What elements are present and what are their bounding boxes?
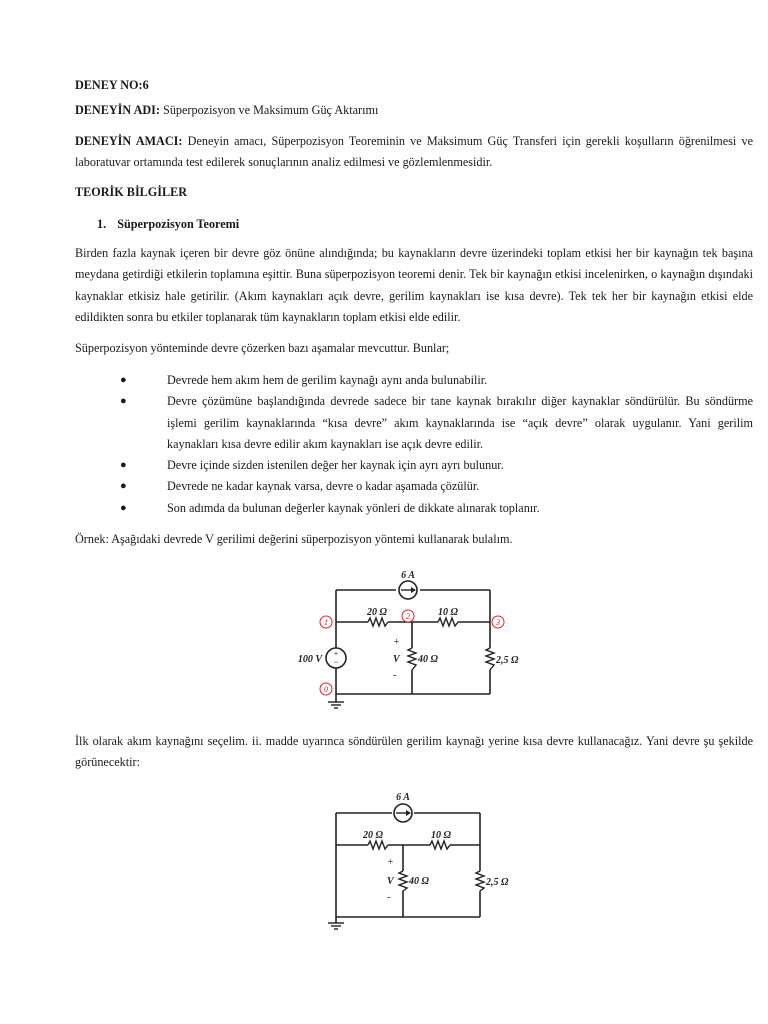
polarity-plus: + xyxy=(387,857,394,868)
resistor-icon xyxy=(408,648,416,670)
list-item xyxy=(120,370,753,391)
resistor-label: 20 Ω xyxy=(367,607,387,618)
resistor-label: 2,5 Ω xyxy=(486,877,509,888)
svg-text:−: − xyxy=(333,657,339,667)
voltage-label: V xyxy=(387,876,394,887)
list-item xyxy=(120,498,753,519)
intro-paragraph: Birden fazla kaynak içeren bir devre göz önüne alındığında; bu kaynakların devre üzerindeki toplam etkisi her bir kaynağın tek başına meydana getirdiği etkilerin toplamına eşittir. Buna süperpozisyon teoremi denir. Tek bir kaynağın etkisi incelenirken, o kaynağın dışındaki kaynaklar etkisiz hale getirilir. (Akım kaynakları açık devre, gerilim kaynakları ise kısa devre). Tek tek her bir kaynağın etkisi elde edildikten sonra bu etkiler toplanarak tüm kaynakların toplam etkisi elde edilir. xyxy=(75,246,753,324)
circuit-diagram-2 xyxy=(310,785,540,935)
resistor-icon xyxy=(486,648,494,670)
resistor-icon xyxy=(399,871,407,891)
subsection-title: Süperpozisyon Teoremi xyxy=(117,217,240,231)
current-source-icon xyxy=(399,581,417,599)
stages-intro: Süperpozisyon yönteminde devre çözerken bazı aşamalar mevcuttur. Bunlar; xyxy=(75,341,450,355)
list-item-text: Devrede ne kadar kaynak varsa, devre o kadar aşamada çözülür. xyxy=(167,479,480,494)
experiment-purpose-text: Deneyin amacı, Süperpozisyon Teoreminin ve Maksimum Güç Transferi için gerekli koşulların öğrenilmesi ve laboratuvar ortamında test edilerek sonuçlarının analiz edilmesi ve gözlemlenmesidir. xyxy=(75,134,753,170)
experiment-name-label: DENEYİN ADI: xyxy=(75,103,160,117)
node-label: 2 xyxy=(406,612,410,621)
experiment-name-value: Süperpozisyon ve Maksimum Güç Aktarımı xyxy=(163,103,379,117)
circuit-diagram-1 xyxy=(280,560,540,720)
experiment-purpose xyxy=(75,131,753,174)
step1-paragraph: İlk olarak akım kaynağını seçelim. ii. madde uyarınca söndürülen gerilim kaynağı yerine kısa devre kullanacağız. Yani devre şu şekilde görünecektir: xyxy=(75,734,753,770)
voltage-source-icon xyxy=(326,648,346,668)
resistor-label: 10 Ω xyxy=(431,830,451,841)
resistor-icon xyxy=(368,618,388,626)
section-title: TEORİK BİLGİLER xyxy=(75,185,188,199)
resistor-label: 20 Ω xyxy=(363,830,383,841)
list-item xyxy=(120,455,753,476)
subsection-number: 1. xyxy=(97,217,107,231)
resistor-label: 10 Ω xyxy=(438,607,458,618)
polarity-minus: - xyxy=(387,892,391,903)
resistor-icon xyxy=(368,841,388,849)
ground-icon xyxy=(328,702,344,708)
current-source-label: 6 A xyxy=(401,570,415,581)
node-label: 1 xyxy=(324,618,328,627)
experiment-name xyxy=(75,103,378,118)
list-item-text: Son adımda da bulunan değerler kaynak yönleri de dikkate alınarak toplanır. xyxy=(167,500,540,515)
current-source-label: 6 A xyxy=(396,792,410,803)
voltage-source-label: 100 V xyxy=(297,654,322,665)
subsection-heading xyxy=(97,217,239,232)
experiment-purpose-label: DENEYİN AMACI: xyxy=(75,134,183,148)
voltage-label: V xyxy=(393,654,400,665)
polarity-plus: + xyxy=(393,637,400,648)
resistor-label: 40 Ω xyxy=(409,876,429,887)
list-item xyxy=(120,476,753,497)
node-label: 0 xyxy=(324,685,328,694)
list-item-text: Devre çözümüne başlandığında devrede sadece bir tane kaynak bırakılır diğer kaynaklar söndürülür. Bu söndürme işlemi gerilim kaynaklarında “kısa devre” akım kaynaklarında ise “açık devre” olarak uygulanır. Yani gerilim kaynakları kısa devre edilir akım kaynakları ise açık devre edilir. xyxy=(167,394,753,451)
bullet-icon: ● xyxy=(120,459,127,472)
bullet-icon: ● xyxy=(120,501,127,514)
ground-icon xyxy=(328,923,344,929)
node-label: 3 xyxy=(496,618,500,627)
list-item-text: Devrede hem akım hem de gerilim kaynağı aynı anda bulunabilir. xyxy=(167,373,488,387)
experiment-number: DENEY NO:6 xyxy=(75,78,149,92)
bullet-icon: ● xyxy=(120,395,127,408)
resistor-icon xyxy=(476,871,484,891)
list-item-text: Devre içinde sizden istenilen değer her kaynak için ayrı ayrı bulunur. xyxy=(167,458,504,473)
resistor-label: 40 Ω xyxy=(418,654,438,665)
resistor-icon xyxy=(438,618,458,626)
polarity-minus: - xyxy=(393,670,397,681)
example-sentence: Örnek: Aşağıdaki devrede V gerilimi değerini süperpozisyon yöntemi kullanarak bulalım. xyxy=(75,532,513,546)
resistor-label: 2,5 Ω xyxy=(496,655,519,666)
bullet-icon: ● xyxy=(120,480,127,493)
resistor-icon xyxy=(430,841,450,849)
current-source-icon xyxy=(394,804,412,822)
bullet-icon: ● xyxy=(120,374,127,386)
stages-list xyxy=(120,370,753,519)
svg-text:+: + xyxy=(333,649,339,658)
list-item xyxy=(120,391,753,455)
